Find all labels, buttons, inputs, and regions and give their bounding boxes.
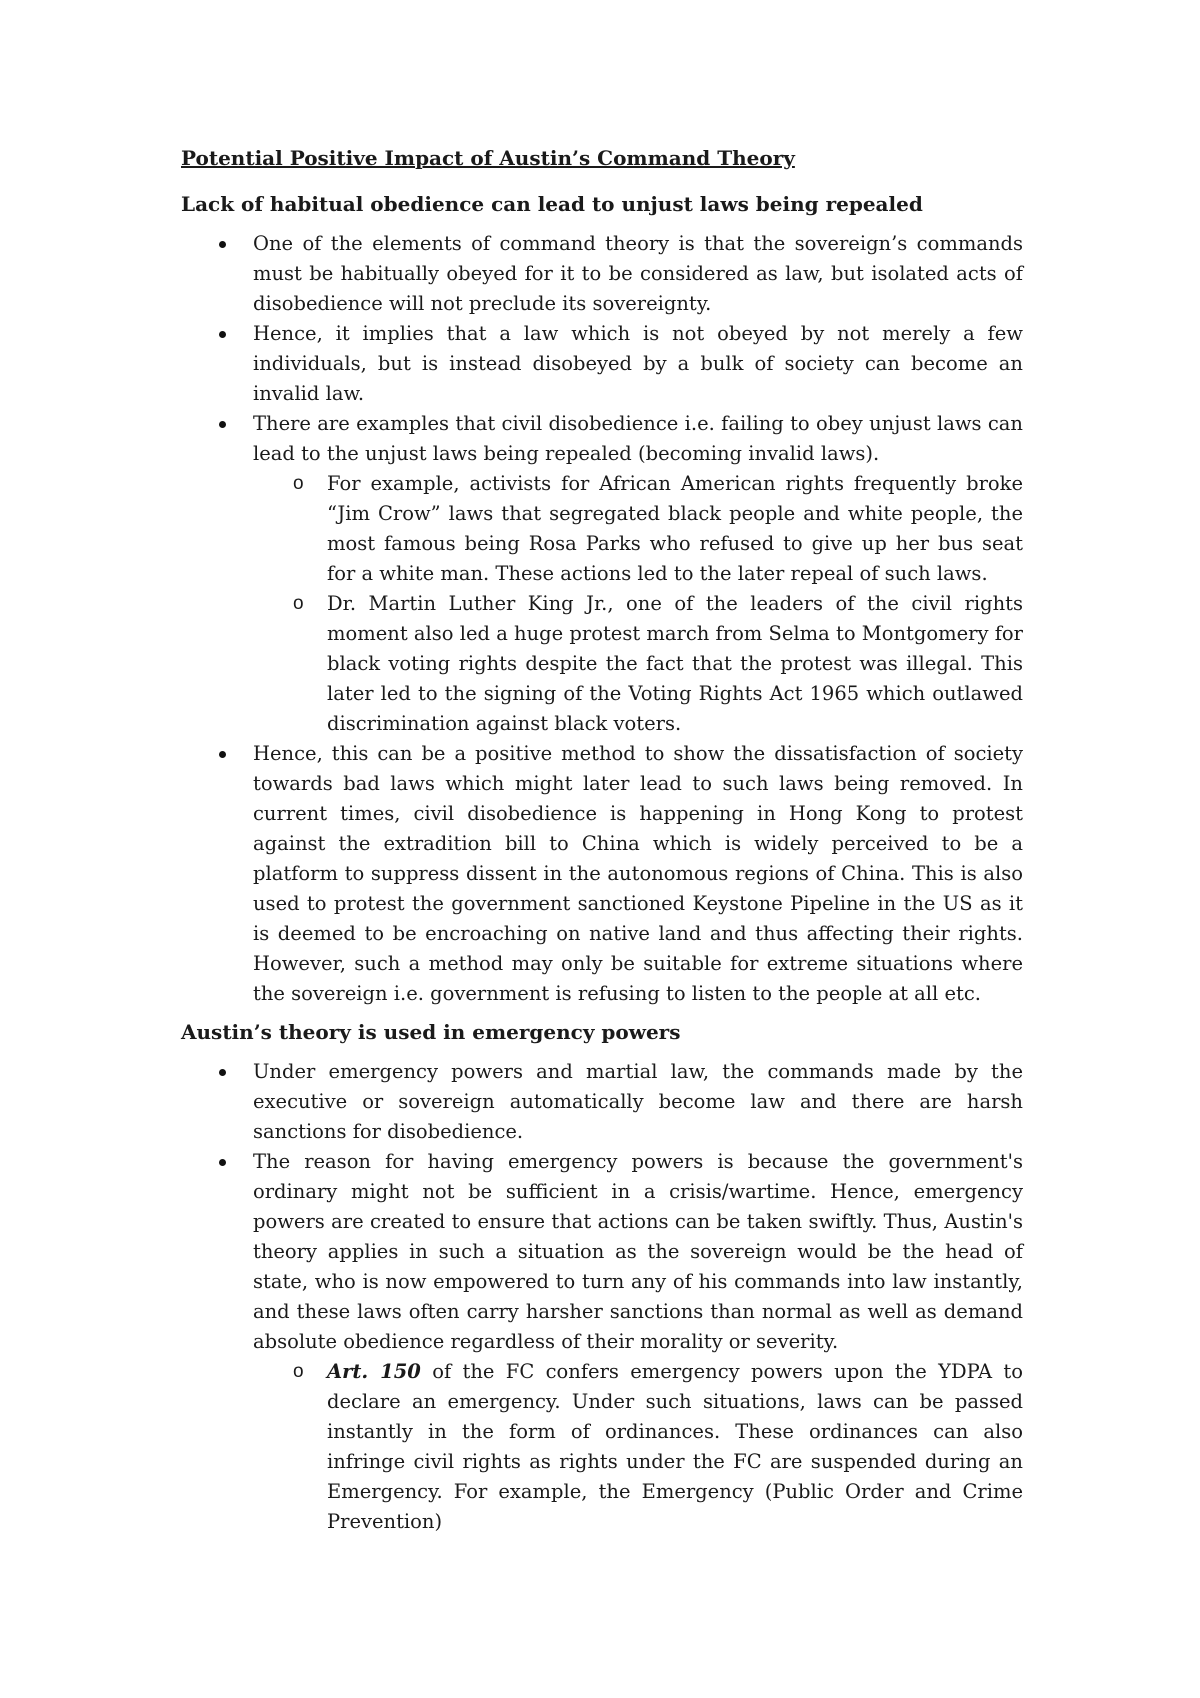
- bullet-text: The reason for having emergency powers is because the government's ordinary might not be sufficient in a crisis/wartime. Hence, emergency powers are created to ensure that actions can be taken swiftly. Thus, Austin's theory applies in such a situation as the sovereign would be the head of state, who is now empowered to turn any of his commands into law instantly, and these laws often carry harsher sanctions than normal as well as demand absolute obedience regardless of their morality or severity.: [253, 1150, 1023, 1353]
- bullet-item: [181, 1057, 1023, 1147]
- sub-list: [253, 1357, 1023, 1537]
- document-content: [181, 143, 1023, 1545]
- sub-item: [181, 589, 1023, 739]
- bullet-item: [181, 409, 1023, 739]
- bullet-text: One of the elements of command theory is that the sovereign’s commands must be habitually obeyed for it to be considered as law, but isolated acts of disobedience will not preclude its sovereignty.: [253, 232, 1023, 315]
- sub-item: [181, 469, 1023, 589]
- sub-item-text: Dr. Martin Luther King Jr., one of the leaders of the civil rights moment also led a huge protest march from Selma to Montgomery for black voting rights despite the fact that the protest was illegal. This later led to the signing of the Voting Rights Act 1965 which outlawed discrimination against black voters.: [327, 592, 1023, 735]
- bullet-list: [181, 1057, 1023, 1537]
- bullet-dot-icon: [219, 241, 226, 248]
- bullet-text: Under emergency powers and martial law, the commands made by the executive or sovereign automatically become law and there are harsh sanctions for disobedience.: [253, 1060, 1023, 1143]
- bullet-list: [181, 229, 1023, 1009]
- sub-list: [253, 469, 1023, 739]
- bullet-item: [181, 319, 1023, 409]
- bullet-text: There are examples that civil disobedience i.e. failing to obey unjust laws can lead to the unjust laws being repealed (becoming invalid laws).: [253, 412, 1023, 465]
- section-heading: Austin’s theory is used in emergency powers: [181, 1020, 681, 1044]
- bullet-dot-icon: [219, 331, 226, 338]
- bullet-dot-icon: [219, 1159, 226, 1166]
- circle-bullet-icon: o: [293, 593, 304, 614]
- bullet-dot-icon: [219, 1069, 226, 1076]
- bullet-dot-icon: [219, 751, 226, 758]
- sub-item: [181, 1357, 1023, 1537]
- circle-bullet-icon: o: [293, 473, 304, 494]
- sub-item-text: For example, activists for African American rights frequently broke “Jim Crow” laws that segregated black people and white people, the most famous being Rosa Parks who refused to give up her bus seat for a white man. These actions led to the later repeal of such laws.: [327, 472, 1023, 585]
- bullet-dot-icon: [219, 421, 226, 428]
- circle-bullet-icon: o: [293, 1361, 304, 1382]
- article-reference: Art. 150: [327, 1360, 421, 1383]
- document-title: Potential Positive Impact of Austin’s Command Theory: [181, 146, 795, 170]
- bullet-item: [181, 229, 1023, 319]
- bullet-item: [181, 739, 1023, 1009]
- section-heading: Lack of habitual obedience can lead to unjust laws being repealed: [181, 192, 923, 216]
- bullet-item: [181, 1147, 1023, 1537]
- bullet-text: Hence, it implies that a law which is not obeyed by not merely a few individuals, but is instead disobeyed by a bulk of society can become an invalid law.: [253, 322, 1023, 405]
- sub-item-text: of the FC confers emergency powers upon the YDPA to declare an emergency. Under such situations, laws can be passed instantly in the form of ordinances. These ordinances can also infringe civil rights as rights under the FC are suspended during an Emergency. For example, the Emergency (Public Order and Crime Prevention): [327, 1360, 1023, 1533]
- bullet-text: Hence, this can be a positive method to show the dissatisfaction of society towards bad laws which might later lead to such laws being removed. In current times, civil disobedience is happening in Hong Kong to protest against the extradition bill to China which is widely perceived to be a platform to suppress dissent in the autonomous regions of China. This is also used to protest the government sanctioned Keystone Pipeline in the US as it is deemed to be encroaching on native land and thus affecting their rights. However, such a method may only be suitable for extreme situations where the sovereign i.e. government is refusing to listen to the people at all etc.: [253, 742, 1023, 1005]
